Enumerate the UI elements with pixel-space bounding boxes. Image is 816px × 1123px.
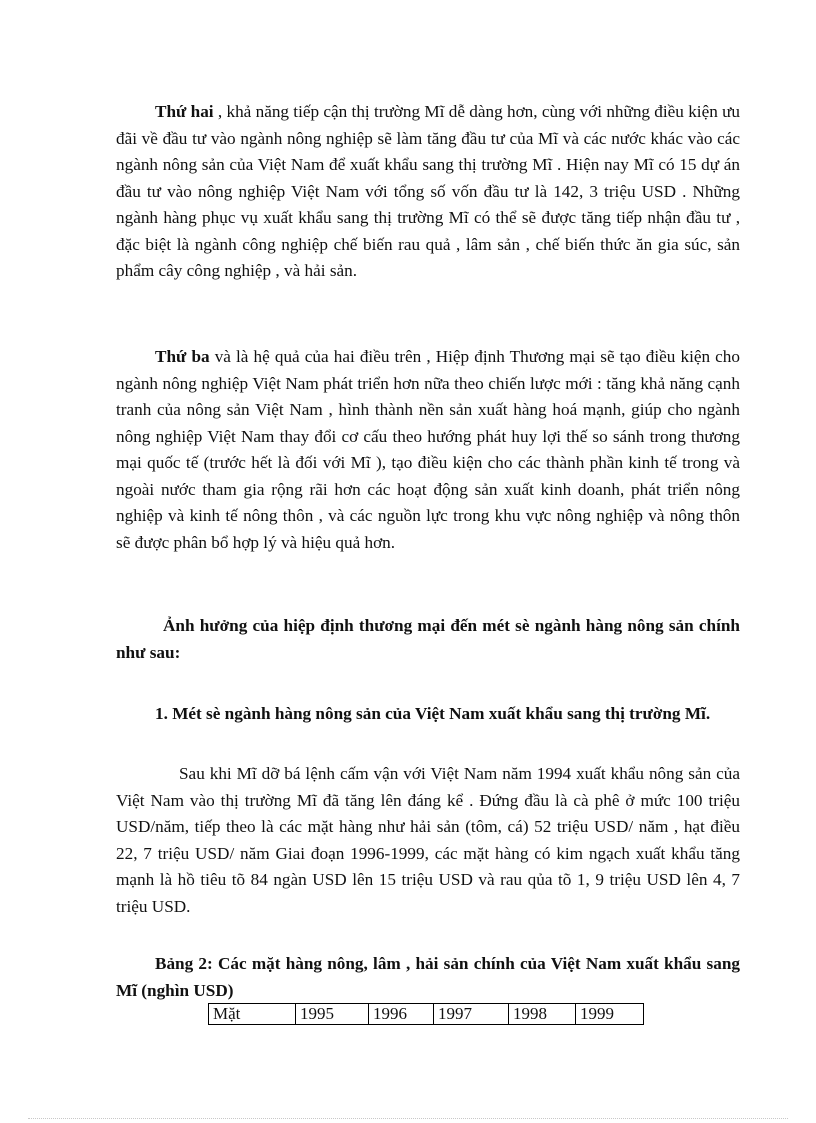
page-bottom-divider (28, 1118, 788, 1119)
section-heading-1: 1. Mét sè ngành hàng nông sản của Việt Nam xuất khẩu sang thị trường Mĩ. (155, 704, 711, 723)
table-caption: Bảng 2: Các mặt hàng nông, lâm , hải sản chính của Việt Nam xuất khẩu sang Mĩ (nghìn USD) (116, 954, 740, 1000)
export-table (208, 1003, 644, 1025)
table-header-cell: 1999 (576, 1004, 644, 1025)
table-header-cell: Mặt (209, 1004, 296, 1025)
table-header-cell: 1997 (434, 1004, 509, 1025)
paragraph-body: và là hệ quả của hai điều trên , Hiệp định Thương mại sẽ tạo điều kiện cho ngành nông nghiệp Việt Nam phát triển hơn nữa theo chiến lược mới : tăng khả năng cạnh tranh của nông sản Việt Nam , hình thành nền sản xuất hàng hoá mạnh, giúp cho ngành nông nghiệp Việt Nam thay đổi cơ cấu theo hướng phát huy lợi thế so sánh trong thương mại quốc tế (trước hết là đối với Mĩ ), tạo điều kiện cho các thành phần kinh tế trong và ngoài nước tham gia rộng rãi hơn các hoạt động sản xuất kinh doanh, phát triển nông nghiệp và kinh tế nông thôn , và các nguồn lực trong khu vực nông nghiệp và nông thôn sẽ được phân bổ hợp lý và hiệu quả hơn. (116, 347, 740, 552)
table-header-cell: 1996 (369, 1004, 434, 1025)
paragraph-exports: Sau khi Mĩ dỡ bá lệnh cấm vận với Việt Nam năm 1994 xuất khẩu nông sản của Việt Nam vào thị trường Mĩ đã tăng lên đáng kể . Đứng đầu là cà phê ở mức 100 triệu USD/năm, tiếp theo là các mặt hàng như hải sản (tôm, cá) 52 triệu USD/ năm , hạt điều 22, 7 triệu USD/ năm Giai đoạn 1996-1999, các mặt hàng có kim ngạch xuất khẩu tăng mạnh là hồ tiêu tõ 84 ngàn USD lên 15 triệu USD và rau qủa tõ 1, 9 triệu USD lên 4, 7 triệu USD. (116, 764, 740, 916)
paragraph-thu-hai (116, 99, 740, 285)
table-header-cell: 1998 (509, 1004, 576, 1025)
paragraph-lead: Thứ hai (155, 102, 214, 121)
table-header-cell: 1995 (296, 1004, 369, 1025)
paragraph-body: , khả năng tiếp cận thị trường Mĩ dễ dàng hơn, cùng với những điều kiện ưu đãi về đầu tư vào ngành nông nghiệp sẽ làm tăng đầu tư của Mĩ và các nước khác vào các ngành nông sản của Việt Nam để xuất khẩu sang thị trường Mĩ . Hiện nay Mĩ có 15 dự án đầu tư vào nông nghiệp Việt Nam với tổng số vốn đầu tư là 142, 3 triệu USD . Những ngành hàng phục vụ xuất khẩu sang thị trường Mĩ có thể sẽ được tăng tiếp nhận đầu tư , đặc biệt là ngành công nghiệp chế biến rau quả , lâm sản , chế biến thức ăn gia súc, sản phẩm cây công nghiệp , và hải sản. (116, 102, 741, 280)
paragraph-thu-ba (116, 344, 740, 556)
table-header-row (209, 1004, 644, 1025)
paragraph-lead: Thứ ba (155, 347, 210, 366)
section-heading-influence: Ảnh hưởng của hiệp định thương mại đến mét sè ngành hàng nông sản chính như sau: (116, 616, 740, 662)
